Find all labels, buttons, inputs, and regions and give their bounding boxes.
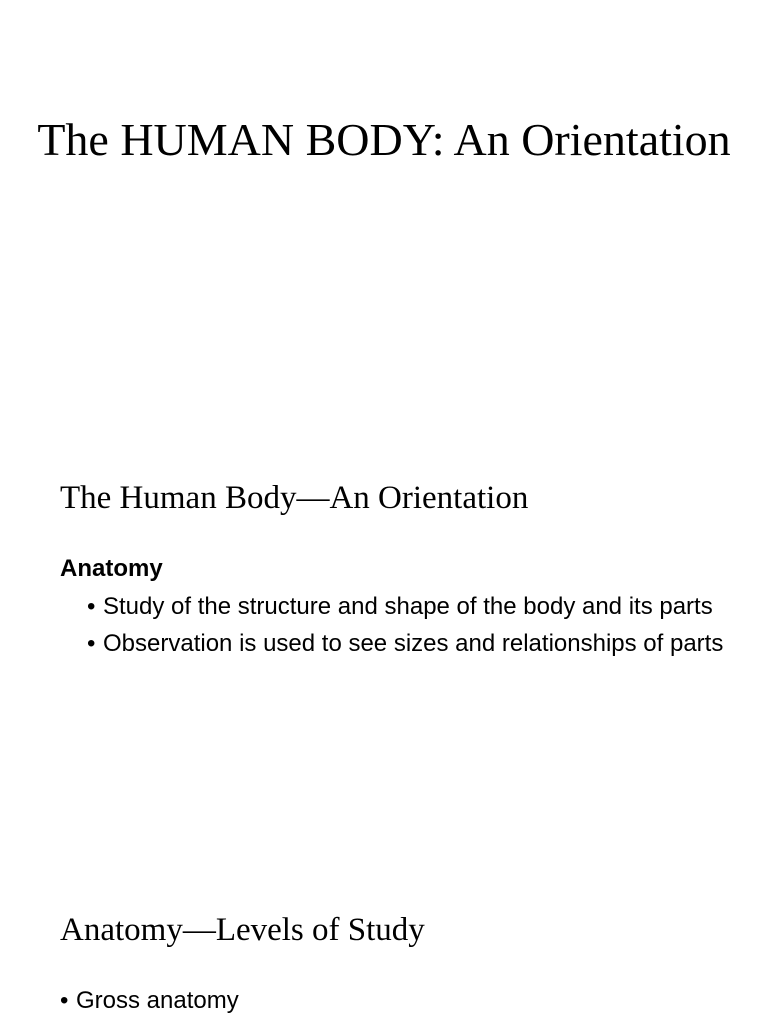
- bullet-item: [60, 984, 700, 1018]
- bullet-text: Gross anatomy: [76, 987, 239, 1014]
- levels-of-study-slide: [0, 890, 768, 1024]
- title-slide: [0, 0, 768, 400]
- bullet-icon: •: [60, 987, 69, 1014]
- title-slide-heading: The HUMAN BODY: An Orientation: [37, 114, 731, 165]
- bullet-text: Study of the structure and shape of the body and its parts: [103, 593, 713, 620]
- bullet-item: [87, 590, 727, 624]
- levels-of-study-heading: Anatomy—Levels of Study: [60, 912, 425, 948]
- orientation-slide: [0, 460, 768, 760]
- anatomy-subheading: Anatomy: [60, 555, 163, 582]
- bullet-icon: •: [87, 593, 96, 620]
- bullet-text: Observation is used to see sizes and relationships of parts: [103, 630, 724, 657]
- anatomy-bullet-list: [87, 590, 727, 664]
- levels-bullet-list: [60, 984, 700, 1021]
- orientation-slide-heading: The Human Body—An Orientation: [60, 480, 529, 516]
- bullet-icon: •: [87, 630, 96, 657]
- bullet-item: [87, 627, 727, 661]
